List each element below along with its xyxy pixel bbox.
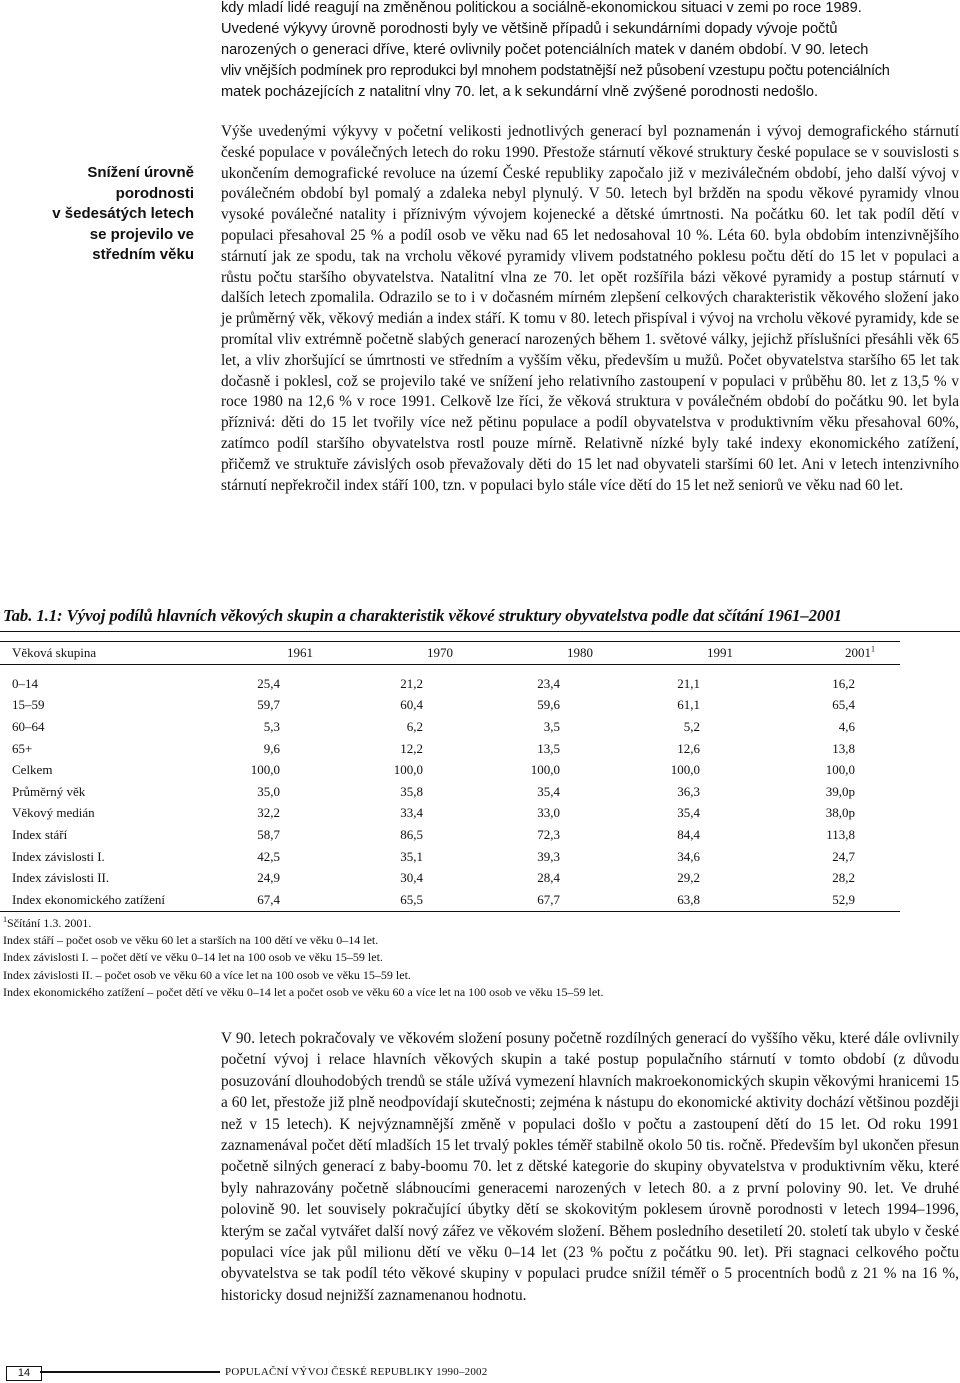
table-caption: Tab. 1.1: Vývoj podílů hlavních věkových skupin a charakteristik věkové struktury obyvatelstva podle dat sčítání 1961–2001 (3, 606, 842, 625)
table-cell: 3,5 (543, 718, 560, 734)
table-cell: 67,4 (200, 889, 340, 911)
table-cell: 67,7 (480, 889, 620, 911)
table-cell: 23,4 (537, 675, 560, 691)
table-footnotes (3, 915, 604, 1001)
ageing-paragraph: Výše uvedenými výkyvy v početní velikosti jednotlivých generací byl poznamenán i vývoj demografického stárnutí české populace v poválečných letech do roku 1990. Přestože stárnutí věkové struktury české populace se v souvislosti s ukončením demografické revoluce na území České republiky započalo již v meziválečném období, jeho další vývoj v poválečném období byl pomalý a zdaleka nebyl plynulý. V 50. letech byl bržděn na spodu věkové pyramidy vlnou vysoké poválečné natality i příznivým vývojem kojenecké a dětské úmrtnosti. Na počátku 60. let tak podíl dětí v populaci přesahoval 25 % a podíl osob ve věku nad 65 let nedosahoval 10 %. Léta 60. byla obdobím intenzivnějšího stárnutí jak ze spodu, tak na vrcholu věkové pyramidy vlivem podstatného poklesu počtu dětí do 15 let v populaci a růstu počtu staršího obyvatelstva. Natalitní vlna ze 70. let opět rozšířila bázi věkové pyramidy a postup stárnutí v dalších letech zpomalila. Odrazilo se to i v dočasném mírném zlepšení celkových charakteristik věkového složení jako je průměrný věk, věkový medián a index stáří. K tomu v 80. letech přispíval i vývoj na vrcholu věkové pyramidy, kde se promítal vliv extrémně početně slabých generací narozených během 1. světové války, jejichž příslušníci přesáhli věk 65 let, a vliv zhoršující se úmrtnosti ve středním a vyšším věku, především u mužů. Počet obyvatelstva staršího 65 let tak dočasně i poklesl, což se projevilo také ve snížení jeho relativního zastoupení v populaci v průběhu 80. let z 13,5 % v roce 1980 na 12,6 % v roce 1991. Celkově lze říci, že věková struktura v poválečném období do počátku 90. let byla příznivá: děti do 15 let tvořily více než pětinu populace a podíl obyvatelstva v produktivním věku přesahoval 60%, zatímco podíl staršího obyvatelstva rostl pouze mírně. Relativně nízké byly také indexy ekonomického zatížení, přičemž ve struktuře závislých osob převažovaly děti do 15 let nad obyvateli staršími 60 let. Ani v letech intenzivního stárnutí nepřekročil index stáří 100, tzn. v populaci bylo stále více dětí do 15 let než seniorů ve věku nad 60 let. (221, 123, 959, 494)
table-cell: 9,6 (263, 740, 280, 756)
table-row (0, 738, 900, 760)
footnote-line: Index závislosti II. – počet osob ve věku 60 a více let na 100 osob ve věku 15–59 let. (3, 967, 411, 982)
table-cell: 63,8 (620, 889, 760, 911)
table-cell: 52,9 (760, 889, 900, 911)
table-cell: 100,0 (393, 762, 423, 778)
column-header-year: 1961 (200, 642, 340, 665)
table-cell: 24,9 (257, 870, 280, 886)
table-cell: 65,4 (832, 697, 855, 713)
table-cell: 34,6 (677, 848, 700, 864)
table-header-row (0, 642, 900, 665)
footnote-marker: 1 (871, 644, 875, 654)
table-row (0, 889, 900, 911)
table-cell: 35,1 (400, 848, 423, 864)
table-cell: 100,0 (670, 762, 700, 778)
table-cell: 5,2 (683, 718, 700, 734)
intro-line: kdy mladí lidé reagují na změněnou politickou a sociálně-ekonomickou situaci v zemi po roce 1989. (221, 0, 862, 16)
row-label: 15–59 (12, 697, 45, 713)
row-label: Průměrný věk (12, 783, 86, 799)
margin-note (24, 163, 194, 266)
table-row (0, 695, 900, 717)
footer-divider (40, 1371, 220, 1373)
table-cell: 13,8 (832, 740, 855, 756)
age-structure-table (0, 641, 900, 912)
margin-note-line: porodnosti (115, 184, 194, 202)
row-label: Index závislosti II. (12, 870, 110, 886)
table-cell: 100,0 (825, 762, 855, 778)
footnote-line: Index stáří – počet osob ve věku 60 let a starších na 100 dětí ve věku 0–14 let. (3, 933, 379, 948)
table-cell: 28,4 (537, 870, 560, 886)
footnote-line: Index ekonomického zatížení – počet dětí ve věku 0–14 let a počet osob ve věku 60 a více let na 100 osob ve věku 15–59 let. (3, 984, 604, 999)
table-cell: 36,3 (677, 783, 700, 799)
table-row (0, 759, 900, 781)
row-label: 60–64 (12, 718, 45, 734)
table-cell: 60,4 (400, 697, 423, 713)
table-cell: 32,2 (257, 805, 280, 821)
table-row (0, 867, 900, 889)
table-cell: 25,4 (257, 675, 280, 691)
table-cell: 29,2 (677, 870, 700, 886)
footnote-marker: 1 (3, 915, 7, 924)
table-row (0, 824, 900, 846)
table-row (0, 781, 900, 803)
table-cell: 4,6 (838, 718, 855, 734)
column-header-year: 1991 (620, 642, 760, 665)
table-cell: 13,5 (537, 740, 560, 756)
row-label: Věkový medián (12, 805, 95, 821)
page-number: 14 (6, 1366, 42, 1381)
row-label: Index závislosti I. (12, 848, 105, 864)
table-cell: 38,0p (825, 805, 855, 821)
table-cell: 35,0 (257, 783, 280, 799)
table-cell: 84,4 (677, 826, 700, 842)
year-label: 2001 (845, 645, 871, 660)
footnote-census (3, 915, 604, 932)
table-cell: 35,4 (677, 805, 700, 821)
column-header-year (760, 642, 900, 665)
publication-title: POPULAČNÍ VÝVOJ ČESKÉ REPUBLIKY 1990–2002 (225, 1366, 488, 1378)
table-cell: 59,7 (257, 697, 280, 713)
intro-line: vliv vnějších podmínek pro reprodukci byl mnohem podstatnější než působení vzestupu počtu potenciálních (221, 63, 890, 79)
table-cell: 33,4 (400, 805, 423, 821)
table-cell: 39,3 (537, 848, 560, 864)
table-cell: 72,3 (537, 826, 560, 842)
margin-note-line: středním věku (92, 246, 194, 263)
table-cell: 65,5 (340, 889, 480, 911)
table-cell: 21,2 (400, 675, 423, 691)
table-cell: 42,5 (257, 848, 280, 864)
table-cell: 113,8 (826, 826, 855, 842)
intro-line: matek pocházejících z natalitní vlny 70. let, a k sekundární vlně zvýšené porodnosti nedošlo. (221, 84, 819, 100)
table-cell: 30,4 (400, 870, 423, 886)
table-cell: 5,3 (263, 718, 280, 734)
row-label: 65+ (12, 740, 33, 756)
column-header-age-group: Věková skupina (0, 642, 200, 665)
nineties-paragraph: V 90. letech pokračovaly ve věkovém složení posuny početně rozdílných generací do vyššího věku, které dále ovlivnily početní vývoj i relace hlavních věkových skupin a také postup populačního stárnutí v tomto období (z důvodu posuzování dlouhodobých trendů se stále užívá vymezení hlavních makroekonomických skupin věkovými hranicemi 15 a 60 let, přestože již plně neodpovídají skutečnosti; zejména k nástupu do ekonomické aktivity dochází většinou později než v 15 letech). K nejvýznamnější změně v populaci došlo v počtu a zastoupení dětí do 15 let. Od roku 1991 zaznamenával počet dětí mladších 15 let trvalý pokles téměř stabilně okolo 50 tis. ročně. Především byl ukončen přesun početně silných generací z baby-boomu 70. let z dětské kategorie do skupiny obyvatelstva v produktivním věku, které byly nahrazovány početně slábnoucími generacemi narozených v letech 80. a z první poloviny 90. let. Ve druhé polovině 90. let souvisely pokračující úbytky dětí se skokovitým poklesem úrovně porodnosti v letech 1994–1996, kterým se začal vytvářet další nový zářez ve věkovém složení. Během posledního desetiletí 20. století tak ubylo v české populaci více jak půl milionu dětí ve věku 0–14 let (23 % počtu z počátku 90. let). Při stagnaci celkového počtu obyvatelstva se tak podíl této věkové skupiny v populaci prudce snížil téměř o 5 procentních bodů z 21 % na 16 %, historicky dosud nejnižší zaznamenanou hodnotu. (221, 1030, 959, 1304)
table-cell: 33,0 (537, 805, 560, 821)
row-label: Celkem (12, 762, 53, 778)
margin-note-line: se projevilo ve (89, 225, 194, 243)
table-cell: 35,4 (537, 783, 560, 799)
table-cell: 12,2 (400, 740, 423, 756)
table-cell: 24,7 (832, 848, 855, 864)
table-row (0, 665, 900, 695)
table-cell: 35,8 (400, 783, 423, 799)
table-cell: 21,1 (677, 675, 700, 691)
table-cell: 59,6 (537, 697, 560, 713)
table-row (0, 716, 900, 738)
margin-note-line: Snížení úrovně (87, 164, 194, 181)
table-row (0, 803, 900, 825)
table-cell: 39,0p (825, 783, 855, 799)
table-cell: 12,6 (677, 740, 700, 756)
column-header-year: 1980 (480, 642, 620, 665)
row-label: Index ekonomického zatížení (0, 889, 200, 911)
row-label: Index stáří (12, 826, 68, 842)
table-cell: 28,2 (832, 870, 855, 886)
table-cell: 100,0 (530, 762, 560, 778)
intro-line: Uvedené výkyvy úrovně porodnosti byly ve většině případů i sekundárními dopady vývoje počtů (221, 21, 838, 37)
table-cell: 16,2 (832, 675, 855, 691)
table-cell: 86,5 (400, 826, 423, 842)
caption-divider (0, 631, 960, 632)
footnote-text: Sčítání 1.3. 2001. (7, 916, 92, 930)
intro-paragraph (221, 0, 959, 103)
column-header-year: 1970 (340, 642, 480, 665)
table-cell: 61,1 (677, 697, 700, 713)
margin-note-line: v šedesátých letech (52, 205, 194, 222)
table-cell: 100,0 (250, 762, 280, 778)
table-cell: 6,2 (406, 718, 423, 734)
table-row (0, 846, 900, 868)
table-cell: 58,7 (257, 826, 280, 842)
footnote-line: Index závislosti I. – počet dětí ve věku 0–14 let na 100 osob ve věku 15–59 let. (3, 950, 383, 965)
row-label: 0–14 (12, 675, 38, 691)
intro-line: narozených o generaci dříve, které ovlivnily počet potenciálních matek v daném období. V 90. letech (221, 42, 869, 58)
